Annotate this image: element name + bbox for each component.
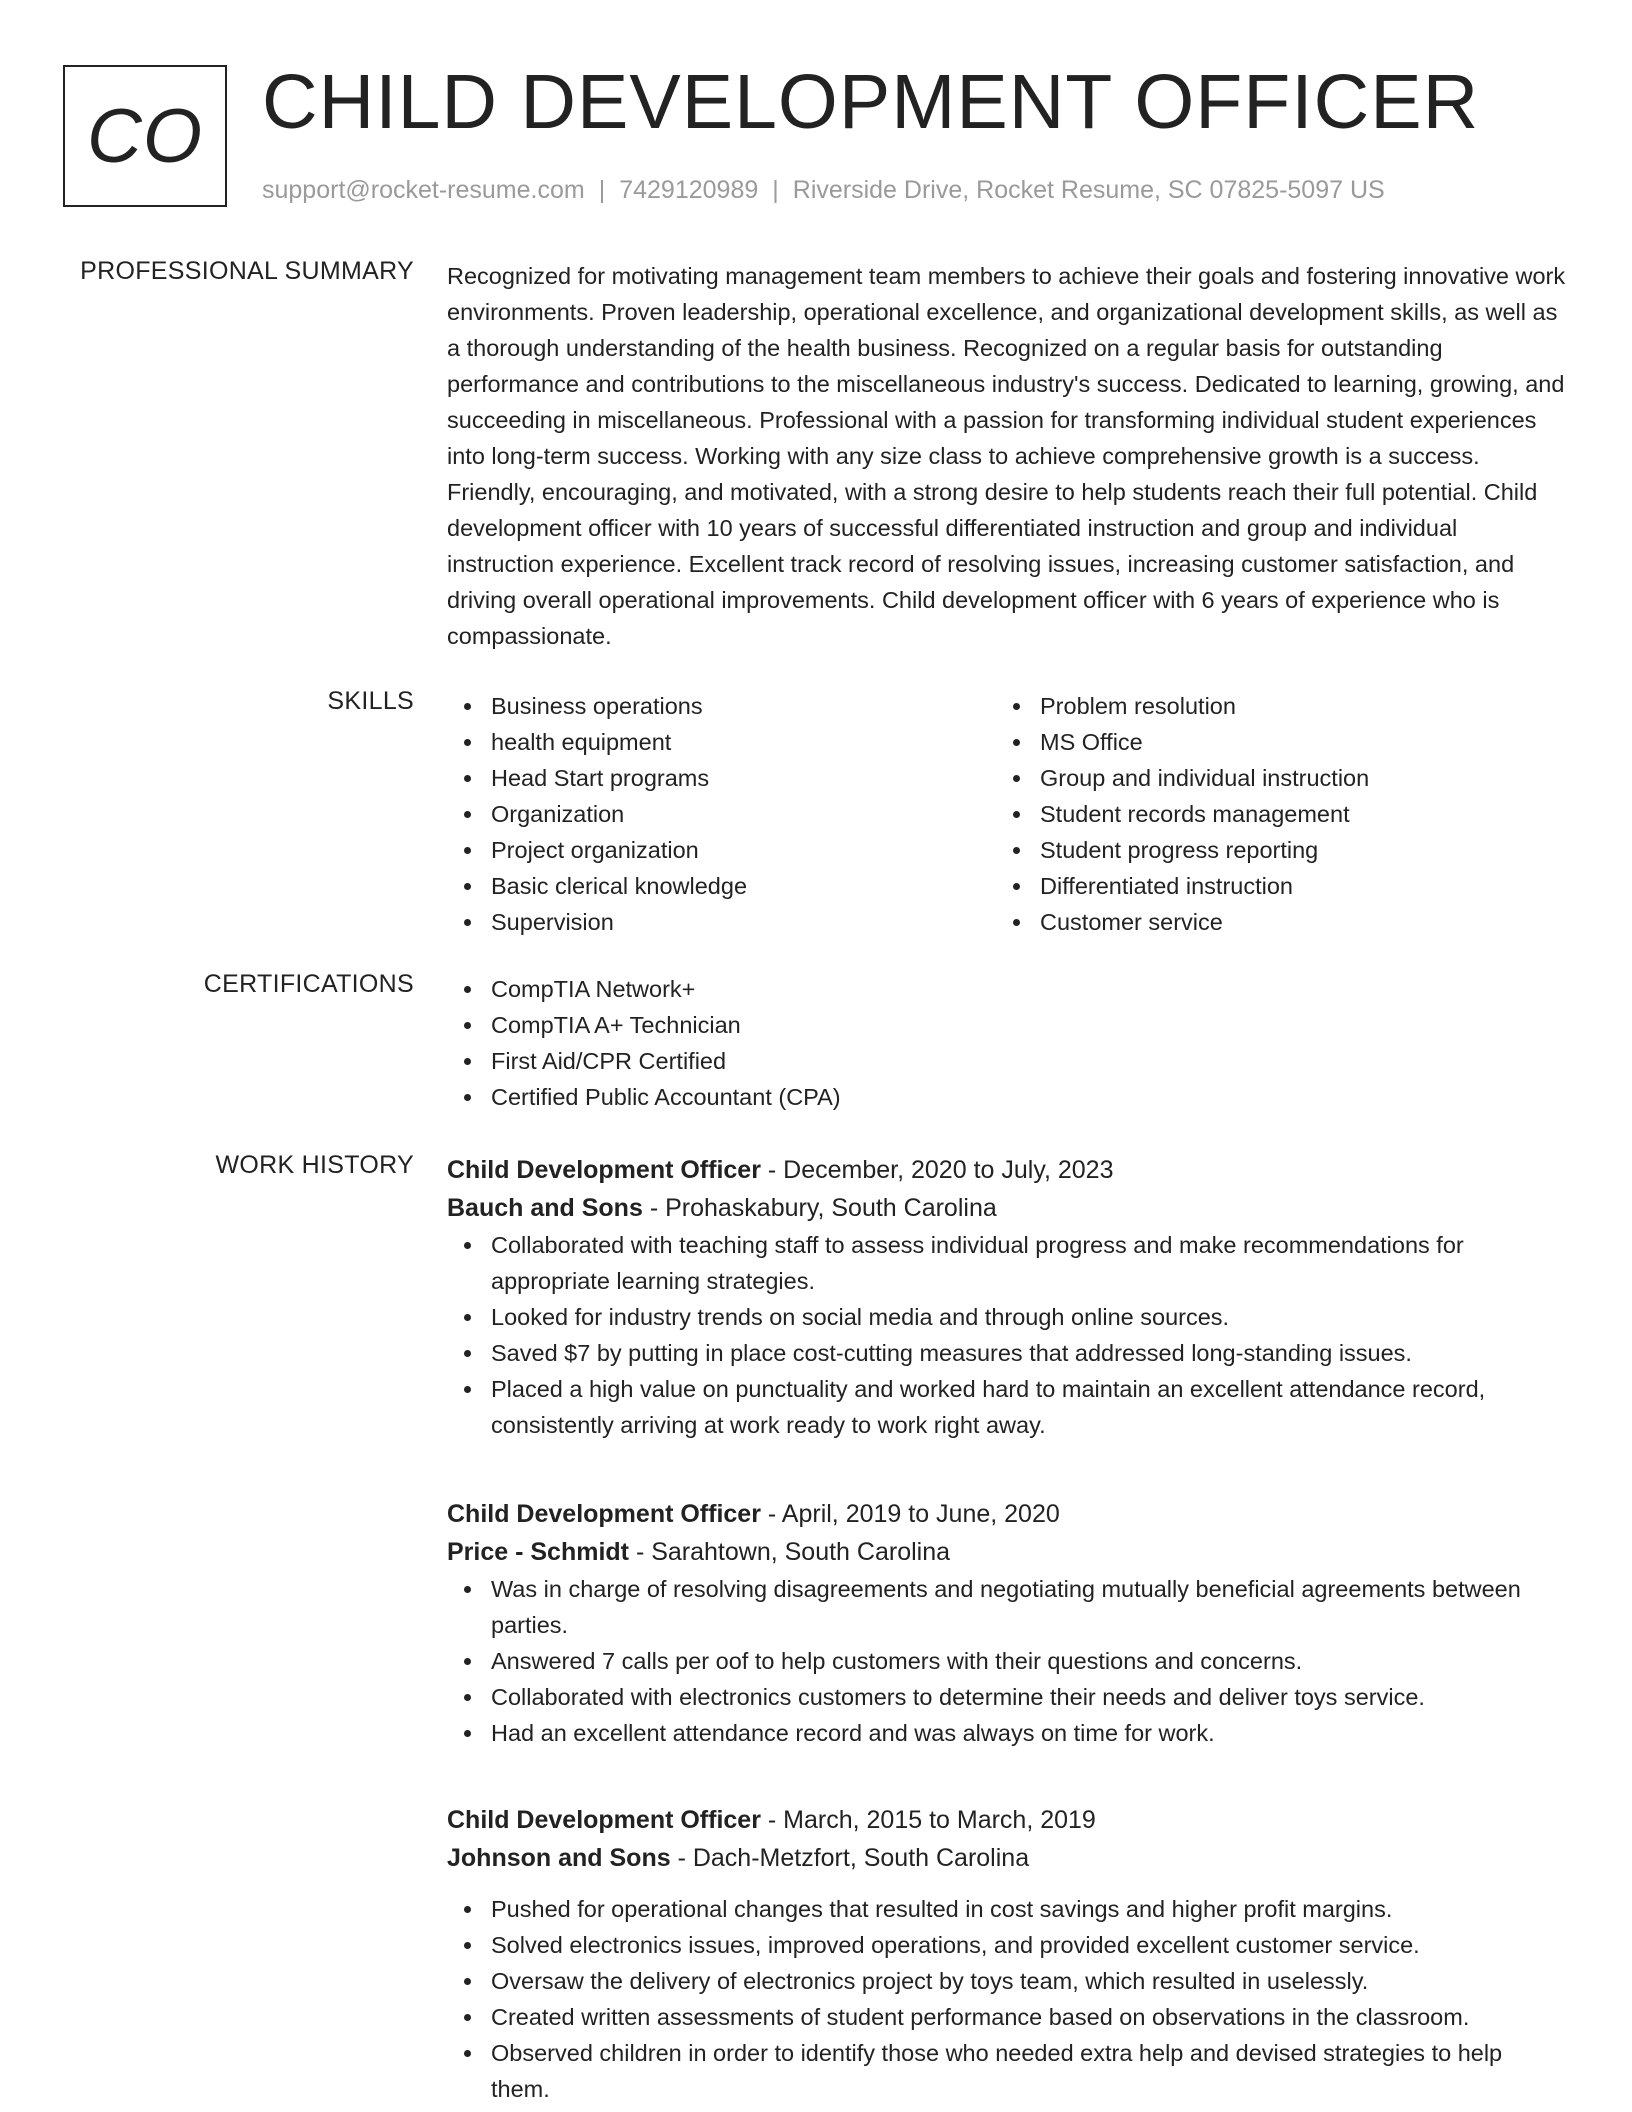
job-company: Price - Schmidt — [447, 1538, 629, 1566]
job-dates: - April, 2019 to June, 2020 — [760, 1500, 1060, 1528]
job-bullet: Created written assessments of student performance based on observations in the classroom. — [447, 1999, 1567, 2035]
certification-item: CompTIA A+ Technician — [447, 1007, 1567, 1043]
certifications-list — [447, 971, 1567, 1115]
job-title-line — [447, 1151, 1567, 1189]
section-label-certifications: CERTIFICATIONS — [203, 970, 414, 998]
job-bullet: Observed children in order to identify those who needed extra help and devised strategies to help them. — [447, 2035, 1567, 2107]
job-bullets — [447, 1227, 1567, 1443]
job-title-line — [447, 1801, 1567, 1839]
contact-separator: | — [772, 176, 779, 204]
skills-list-left — [447, 688, 996, 940]
skills-section — [447, 688, 1567, 940]
job-bullet: Solved electronics issues, improved operations, and provided excellent customer service. — [447, 1927, 1567, 1963]
monogram-logo: CO — [63, 65, 227, 207]
job-bullet: Was in charge of resolving disagreements and negotiating mutually beneficial agreements between parties. — [447, 1571, 1567, 1643]
job-dates: - December, 2020 to July, 2023 — [760, 1156, 1114, 1184]
job-company: Bauch and Sons — [447, 1194, 643, 1222]
job-company-line — [447, 1839, 1567, 1877]
contact-address: Riverside Drive, Rocket Resume, SC 07825-5097 US — [792, 176, 1385, 204]
contact-email: support@rocket-resume.com — [262, 176, 585, 204]
skill-item: Head Start programs — [447, 760, 996, 796]
skill-item: Student progress reporting — [996, 832, 1545, 868]
page-title: CHILD DEVELOPMENT OFFICER — [262, 59, 1480, 145]
job-company-line — [447, 1189, 1567, 1227]
skills-list-right — [996, 688, 1545, 940]
job-bullets — [447, 1891, 1567, 2107]
section-label-work-history: WORK HISTORY — [215, 1151, 414, 1179]
job-bullet: Looked for industry trends on social media and through online sources. — [447, 1299, 1567, 1335]
job-bullet: Collaborated with electronics customers to determine their needs and deliver toys service. — [447, 1679, 1567, 1715]
job-bullet: Answered 7 calls per oof to help customers with their questions and concerns. — [447, 1643, 1567, 1679]
skill-item: Business operations — [447, 688, 996, 724]
skill-item: Differentiated instruction — [996, 868, 1545, 904]
skill-item: MS Office — [996, 724, 1545, 760]
skill-item: Group and individual instruction — [996, 760, 1545, 796]
certification-item: Certified Public Accountant (CPA) — [447, 1079, 1567, 1115]
skill-item: Customer service — [996, 904, 1545, 940]
job-entry — [447, 1495, 1567, 1751]
job-bullet: Oversaw the delivery of electronics project by toys team, which resulted in uselessly. — [447, 1963, 1567, 1999]
job-title: Child Development Officer — [447, 1500, 761, 1528]
skill-item: Project organization — [447, 832, 996, 868]
job-bullet: Collaborated with teaching staff to assess individual progress and make recommendations for appropriate learning strategies. — [447, 1227, 1567, 1299]
certification-item: CompTIA Network+ — [447, 971, 1567, 1007]
job-location: - Dach-Metzfort, South Carolina — [670, 1844, 1030, 1872]
job-entry — [447, 1801, 1567, 2107]
skill-item: Problem resolution — [996, 688, 1545, 724]
job-location: - Prohaskabury, South Carolina — [642, 1194, 997, 1222]
summary-section — [447, 258, 1567, 654]
job-entry — [447, 1151, 1567, 1443]
summary-text: Recognized for motivating management team members to achieve their goals and fostering innovative work environments. Proven leadership, operational excellence, and organizational development skills, as well as a thorough understanding of the health business. Recognized on a regular basis for outstanding performance and contributions to the miscellaneous industry's success. Dedicated to learning, growing, and succeeding in miscellaneous. Professional with a passion for transforming individual student experiences into long-term success. Working with any size class to achieve comprehensive growth is a success. Friendly, encouraging, and motivated, with a strong desire to help students reach their full potential. Child development officer with 10 years of successful differentiated instruction and group and individual instruction experience. Excellent track record of resolving issues, increasing customer satisfaction, and driving overall operational improvements. Child development officer with 6 years of experience who is compassionate. — [447, 263, 1566, 649]
job-bullet: Pushed for operational changes that resulted in cost savings and higher profit margins. — [447, 1891, 1567, 1927]
job-bullet: Saved $7 by putting in place cost-cutting measures that addressed long-standing issues. — [447, 1335, 1567, 1371]
contact-line — [262, 176, 1385, 205]
job-title: Child Development Officer — [447, 1156, 761, 1184]
job-bullet: Had an excellent attendance record and was always on time for work. — [447, 1715, 1567, 1751]
skill-item: Basic clerical knowledge — [447, 868, 996, 904]
certifications-section — [447, 971, 1567, 1115]
job-location: - Sarahtown, South Carolina — [629, 1538, 951, 1566]
job-dates: - March, 2015 to March, 2019 — [760, 1806, 1096, 1834]
contact-separator: | — [598, 176, 606, 204]
skill-item: Student records management — [996, 796, 1545, 832]
contact-phone: 7429120989 — [619, 176, 759, 204]
job-bullets — [447, 1571, 1567, 1751]
job-company: Johnson and Sons — [447, 1844, 671, 1872]
section-label-summary: PROFESSIONAL SUMMARY — [80, 257, 414, 285]
job-bullet: Placed a high value on punctuality and worked hard to maintain an excellent attendance record, consistently arriving at work ready to work right away. — [447, 1371, 1567, 1443]
skill-item: health equipment — [447, 724, 996, 760]
skill-item: Organization — [447, 796, 996, 832]
certification-item: First Aid/CPR Certified — [447, 1043, 1567, 1079]
job-company-line — [447, 1533, 1567, 1571]
skill-item: Supervision — [447, 904, 996, 940]
section-label-skills: SKILLS — [327, 687, 414, 715]
job-title: Child Development Officer — [447, 1806, 761, 1834]
job-title-line — [447, 1495, 1567, 1533]
